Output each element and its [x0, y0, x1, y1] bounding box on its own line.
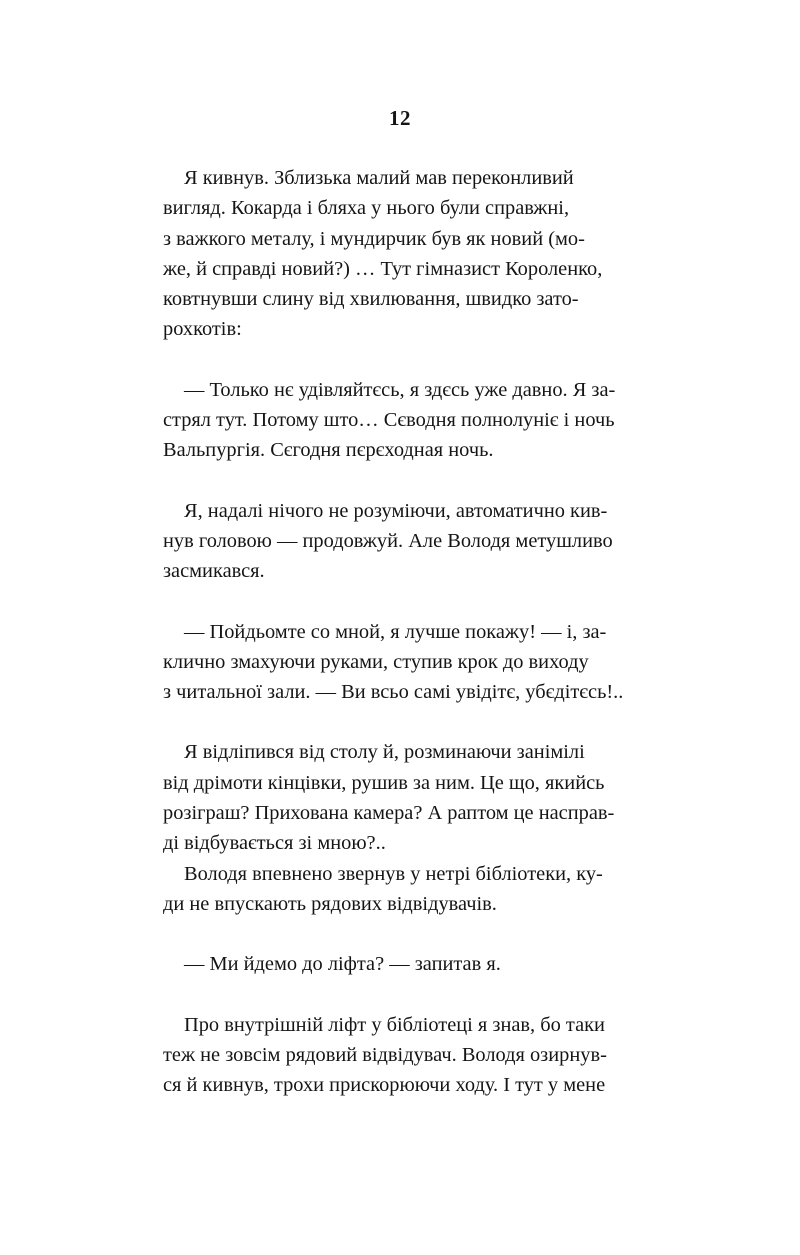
text-line: з читальної зали. — Ви всьо самі увідітє, убєдітєсь!.. — [163, 681, 624, 704]
text-line: ся й кивнув, трохи прискорюючи ходу. І тут у мене — [163, 1074, 606, 1097]
paragraph — [163, 496, 661, 587]
text-line: Вальпургія. Сєгодня пєрєходная ночь. — [163, 439, 494, 462]
text-line: нув головою — продовжуй. Але Володя метушливо — [163, 529, 613, 552]
paragraph — [163, 163, 661, 345]
text-line: же, й справді новий?) … Тут гімназист Короленко, — [163, 257, 603, 280]
text-line: розіграш? Прихована камера? А раптом це насправ- — [163, 802, 615, 825]
paragraph — [163, 375, 661, 466]
text-line: стрял тут. Потому што… Сєводня полнолуніє і ночь — [163, 409, 615, 432]
text-line: рохкотів: — [163, 318, 242, 341]
body-text — [163, 163, 661, 1100]
paragraph — [163, 859, 661, 920]
text-line: — Ми йдемо до ліфта? — запитав я. — [184, 953, 501, 976]
paragraph — [163, 617, 661, 708]
text-line: з важкого металу, і мундирчик був як новий (мо- — [163, 227, 585, 250]
text-line: вигляд. Кокарда і бляха у нього були справжні, — [163, 197, 570, 220]
text-line: теж не зовсім рядовий відвідувач. Володя озирнув- — [163, 1043, 607, 1066]
text-line: Я, надалі нічого не розуміючи, автоматично кив- — [184, 499, 608, 522]
text-line: — Пойдьомте со мной, я лучше покажу! — і, за- — [184, 620, 607, 643]
text-line: від дрімоти кінцівки, рушив за ним. Це що, якийсь — [163, 771, 605, 794]
page-number: 12 — [389, 106, 411, 130]
text-line: клично змахуючи руками, ступив крок до виходу — [163, 650, 589, 673]
paragraph — [163, 1010, 661, 1101]
text-line: Я кивнув. Зблизька малий мав переконливий — [184, 167, 574, 189]
text-line: Про внутрішній ліфт у бібліотеці я знав, бо таки — [184, 1013, 605, 1036]
text-line: засмикався. — [163, 560, 265, 583]
text-line: ди не впускають рядових відвідувачів. — [163, 892, 497, 915]
paragraph — [163, 949, 661, 979]
paragraph — [163, 737, 661, 858]
text-line: Володя впевнено звернув у нетрі бібліотеки, ку- — [184, 862, 603, 885]
text-line: ді відбувається зі мною?.. — [163, 832, 386, 855]
text-line: — Только нє удівляйтєсь, я здєсь уже давно. Я за- — [184, 378, 616, 401]
text-line: ковтнувши слину від хвилювання, швидко зато- — [163, 288, 579, 311]
text-line: Я відліпився від столу й, розминаючи занімілі — [184, 741, 585, 764]
